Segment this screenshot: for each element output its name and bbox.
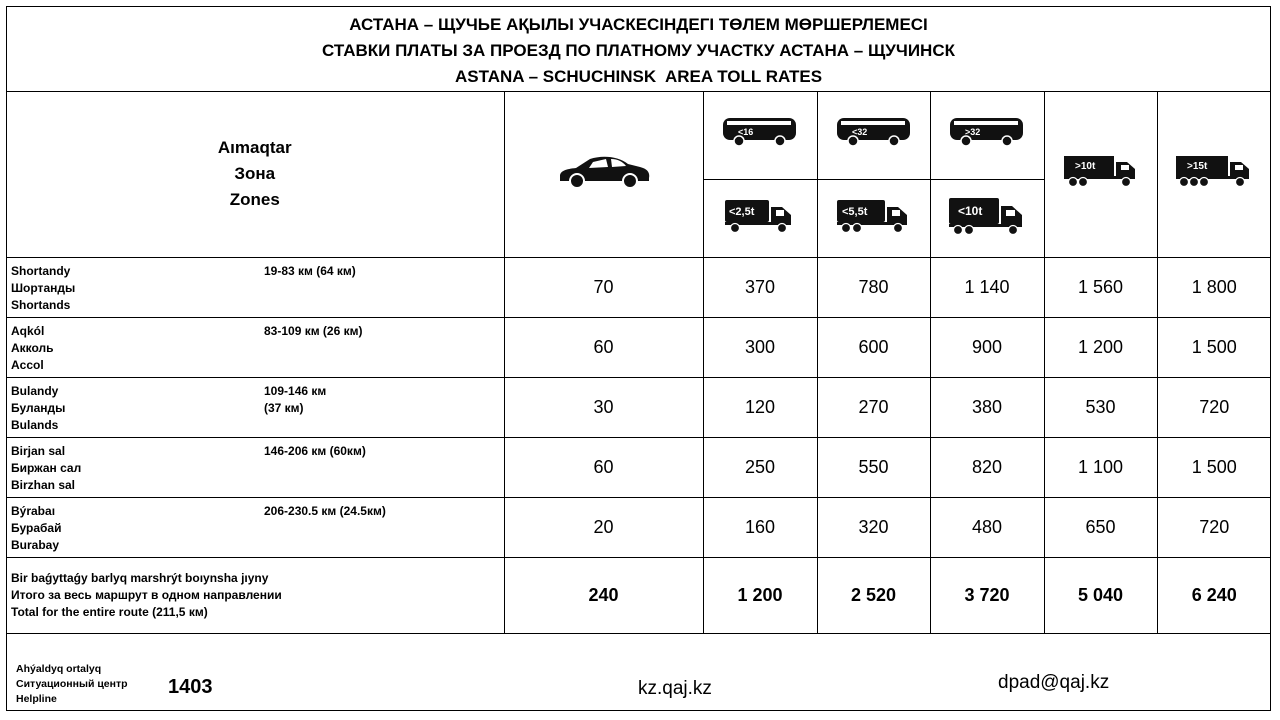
rate-value: 70 [504,257,703,317]
zone-distance: 19-83 км (64 км) [264,263,356,278]
zone-name-kz: Bulandy [11,383,59,398]
rate-value: 1 100 [1044,437,1157,497]
rate-value: 1 560 [1044,257,1157,317]
truck-icon [948,196,1026,236]
truck-icon [836,198,912,234]
table-row [6,437,1271,497]
total-label [6,557,504,633]
zone-name-en: Burabay [11,537,60,552]
truck-5-5t-label: <5,5t [841,205,867,218]
total-label-en: Total for the entire route (211,5 км) [11,604,208,619]
zone-name-en: Accol [11,357,44,372]
title-ru: СТАВКИ ПЛАТЫ ЗА ПРОЕЗД ПО ПЛАТНОМУ УЧАСТКУ АСТАНА – ЩУЧИНСК [322,41,955,60]
rate-value: 370 [703,257,817,317]
bus-icon [949,116,1025,148]
helpline-label-kz: Ahýaldyq ortalyq [16,663,102,675]
bus-32-plus-label: >32 [965,127,981,138]
rate-value: 160 [703,497,817,557]
truck-icon [724,198,796,234]
total-row [6,557,1271,633]
total-label-ru: Итого за весь маршрут в одном направлении [11,587,282,602]
vehicle-class-bus-32-plus [930,91,1044,179]
truck-icon [1175,154,1253,188]
rate-value: 1 140 [930,257,1044,317]
zone-name-ru: Буланды [11,400,66,415]
table-row [6,257,1271,317]
total-value: 5 040 [1044,557,1157,633]
vehicle-class-bus-16 [703,91,817,179]
zone-name-kz: Birjan sal [11,443,66,458]
zone-name-ru: Биржан сал [11,460,82,475]
rate-value: 250 [703,437,817,497]
rate-value: 820 [930,437,1044,497]
truck-10t-plus-label: >10t [1074,161,1095,173]
vehicle-class-truck-2-5t [703,179,817,257]
vehicle-class-truck-10t [930,179,1044,257]
zone-name-ru: Акколь [11,340,54,355]
zone-distance-2: (37 км) [264,400,304,415]
toll-rates-table [6,91,1271,634]
helpline-label-ru: Ситуационный центр [16,678,128,690]
car-icon [556,154,652,188]
zones-header-en: Zones [229,189,280,209]
vehicle-class-truck-5-5t [817,179,930,257]
rate-value: 380 [930,377,1044,437]
total-value: 1 200 [703,557,817,633]
zone-distance: 146-206 км (60км) [264,443,366,458]
zone-distance: 206-230.5 км (24.5км) [264,503,386,518]
total-value: 2 520 [817,557,930,633]
page-title [6,6,1271,92]
rate-value: 600 [817,317,930,377]
zones-header-kz: Aımaqtar [217,137,292,157]
email-link[interactable]: dpad@qaj.kz [998,672,1110,693]
table-row [6,377,1271,437]
zone-name-en: Shortands [11,297,71,312]
vehicle-class-truck-15t-plus [1157,91,1271,257]
zone-cell [6,317,504,377]
zone-name-kz: Shortandy [11,263,71,278]
total-value: 3 720 [930,557,1044,633]
zone-cell [6,257,504,317]
bus-icon [722,116,798,148]
rate-value: 1 500 [1157,317,1271,377]
website-link[interactable]: kz.qaj.kz [638,678,712,699]
bus-16-label: <16 [738,127,754,138]
rate-value: 530 [1044,377,1157,437]
table-row [6,317,1271,377]
rate-value: 480 [930,497,1044,557]
total-value: 240 [504,557,703,633]
zone-name-ru: Шортанды [11,280,76,295]
truck-15t-plus-label: >15t [1187,161,1208,173]
truck-2-5t-label: <2,5t [729,205,755,218]
helpline-number: 1403 [168,676,213,698]
total-value: 6 240 [1157,557,1271,633]
zone-cell [6,377,504,437]
helpline-label-en: Helpline [16,693,57,705]
zone-name-en: Bulands [11,417,59,432]
table-row [6,497,1271,557]
rate-value: 720 [1157,497,1271,557]
zone-distance: 83-109 км (26 км) [264,323,363,338]
rate-value: 30 [504,377,703,437]
vehicle-class-bus-32 [817,91,930,179]
rate-value: 1 800 [1157,257,1271,317]
total-label-kz: Bir baǵyttaǵy barlyq marshrýt boıynsha jıyny [11,570,269,585]
zones-header [6,91,504,257]
zone-name-kz: Býrabaı [11,503,56,518]
zone-name-en: Birzhan sal [11,477,76,492]
zone-name-ru: Бурабай [11,520,62,535]
rate-value: 720 [1157,377,1271,437]
truck-icon [1063,154,1139,188]
vehicle-class-car [504,91,703,257]
rate-value: 60 [504,437,703,497]
zone-distance: 109-146 км [264,383,327,398]
zone-cell [6,437,504,497]
zones-header-ru: Зона [234,163,276,183]
zone-cell [6,497,504,557]
rate-value: 20 [504,497,703,557]
rate-value: 320 [817,497,930,557]
helpline-label [16,662,128,707]
footer [6,633,1271,711]
title-kz: АСТАНА – ЩУЧЬЕ АҚЫЛЫ УЧАСКЕСІНДЕГІ ТӨЛЕМ МӨРШЕРЛЕМЕСІ [349,15,928,34]
rate-value: 550 [817,437,930,497]
bus-32-label: <32 [851,127,867,138]
rate-value: 1 500 [1157,437,1271,497]
rate-value: 1 200 [1044,317,1157,377]
bus-icon [836,116,912,148]
rate-value: 780 [817,257,930,317]
rate-value: 300 [703,317,817,377]
title-en: ASTANA – SCHUCHINSK AREA TOLL RATES [454,67,823,86]
rate-value: 650 [1044,497,1157,557]
zone-name-kz: Aqkól [11,323,45,338]
rate-value: 120 [703,377,817,437]
truck-10t-label: <10t [958,203,983,218]
rate-value: 900 [930,317,1044,377]
rate-value: 60 [504,317,703,377]
rate-value: 270 [817,377,930,437]
vehicle-class-truck-10t-plus [1044,91,1157,257]
